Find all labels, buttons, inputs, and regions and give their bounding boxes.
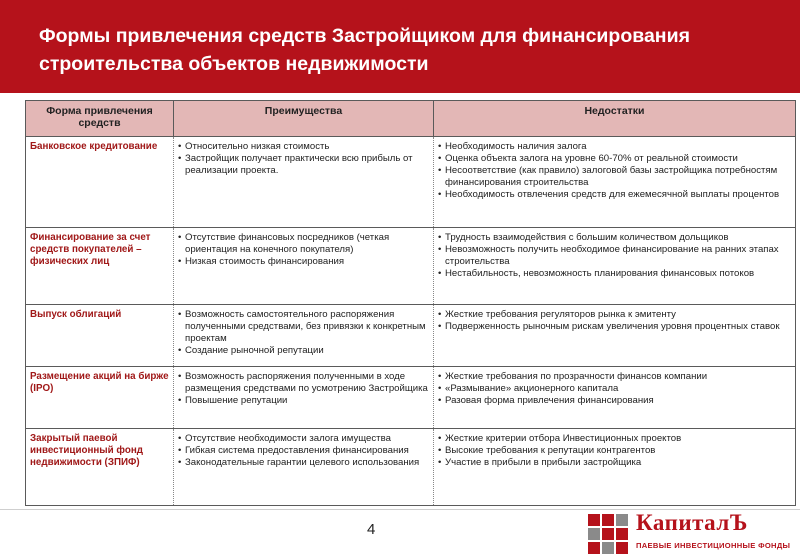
title-banner: [0, 0, 800, 93]
table-row: [26, 429, 796, 506]
pros-item: • Застройщик получает практически всю прибыль от реализации проекта.: [178, 153, 429, 177]
logo-subtitle: ПАЕВЫЕ ИНВЕСТИЦИОННЫЕ ФОНДЫ: [636, 541, 791, 550]
pros-item: • Относительно низкая стоимость: [178, 141, 429, 153]
header-cons: Недостатки: [434, 101, 796, 137]
pros-item: • Создание рыночной репутации: [178, 345, 429, 357]
row-pros-cell: [174, 429, 434, 506]
cons-item: • Оценка объекта залога на уровне 60-70% от реальной стоимости: [438, 153, 791, 165]
cons-item: • «Размывание» акционерного капитала: [438, 383, 791, 395]
company-logo: [588, 512, 793, 556]
logo-name: КапиталЪ: [636, 510, 748, 535]
cons-item: • Подверженность рыночным рискам увеличения уровня процентных ставок: [438, 321, 791, 333]
table-row: [26, 305, 796, 367]
pros-item: • Низкая стоимость финансирования: [178, 256, 429, 268]
header-pros: Преимущества: [174, 101, 434, 137]
comparison-table: [25, 100, 796, 506]
header-form: Форма привлечения средств: [26, 101, 174, 137]
pros-item: • Законодательные гарантии целевого использования: [178, 457, 429, 469]
table-row: [26, 137, 796, 228]
cons-item: • Трудность взаимодействия с большим количеством дольщиков: [438, 232, 791, 244]
row-cons-cell: [434, 137, 796, 228]
cons-item: • Жесткие критерии отбора Инвестиционных проектов: [438, 433, 791, 445]
cons-item: • Разовая форма привлечения финансирования: [438, 395, 791, 407]
row-cons-cell: [434, 367, 796, 429]
row-cons-cell: [434, 305, 796, 367]
row-form-label: Банковское кредитование: [26, 137, 174, 228]
cons-item: • Нестабильность, невозможность планирования финансовых потоков: [438, 268, 791, 280]
row-pros-cell: [174, 228, 434, 305]
logo-mark-icon: [588, 512, 632, 556]
row-pros-cell: [174, 137, 434, 228]
row-form-label: Закрытый паевой инвестиционный фонд недвижимости (ЗПИФ): [26, 429, 174, 506]
table-header-row: [26, 101, 796, 137]
cons-item: • Высокие требования к репутации контрагентов: [438, 445, 791, 457]
cons-item: • Необходимость наличия залога: [438, 141, 791, 153]
comparison-table-wrapper: [25, 100, 795, 506]
cons-item: • Необходимость отвлечения средств для ежемесячной выплаты процентов: [438, 189, 791, 201]
row-pros-cell: [174, 367, 434, 429]
cons-item: • Несоответствие (как правило) залоговой базы застройщика потребностям финансирования строительства: [438, 165, 791, 189]
cons-item: • Участие в прибыли в прибыли застройщика: [438, 457, 791, 469]
pros-item: • Гибкая система предоставления финансирования: [178, 445, 429, 457]
table-row: [26, 228, 796, 305]
pros-item: • Отсутствие финансовых посредников (четкая ориентация на конечного покупателя): [178, 232, 429, 256]
row-form-label: Финансирование за счет средств покупателей – физических лиц: [26, 228, 174, 305]
row-form-label: Размещение акций на бирже (IPO): [26, 367, 174, 429]
pros-item: • Возможность распоряжения полученными в ходе размещения средствами по усмотрению Застройщика: [178, 371, 429, 395]
row-form-label: Выпуск облигаций: [26, 305, 174, 367]
page-number: 4: [367, 521, 376, 538]
pros-item: • Отсутствие необходимости залога имущества: [178, 433, 429, 445]
cons-item: • Невозможность получить необходимое финансирование на ранних этапах строительства: [438, 244, 791, 268]
table-row: [26, 367, 796, 429]
row-pros-cell: [174, 305, 434, 367]
pros-item: • Повышение репутации: [178, 395, 429, 407]
pros-item: • Возможность самостоятельного распоряжения полученными средствами, без привязки к конкретным проектам: [178, 309, 429, 345]
page-title: Формы привлечения средств Застройщиком для финансирования строительства объектов недвижимости: [39, 25, 690, 75]
cons-item: • Жесткие требования по прозрачности финансов компании: [438, 371, 791, 383]
row-cons-cell: [434, 429, 796, 506]
cons-item: • Жесткие требования регуляторов рынка к эмитенту: [438, 309, 791, 321]
row-cons-cell: [434, 228, 796, 305]
